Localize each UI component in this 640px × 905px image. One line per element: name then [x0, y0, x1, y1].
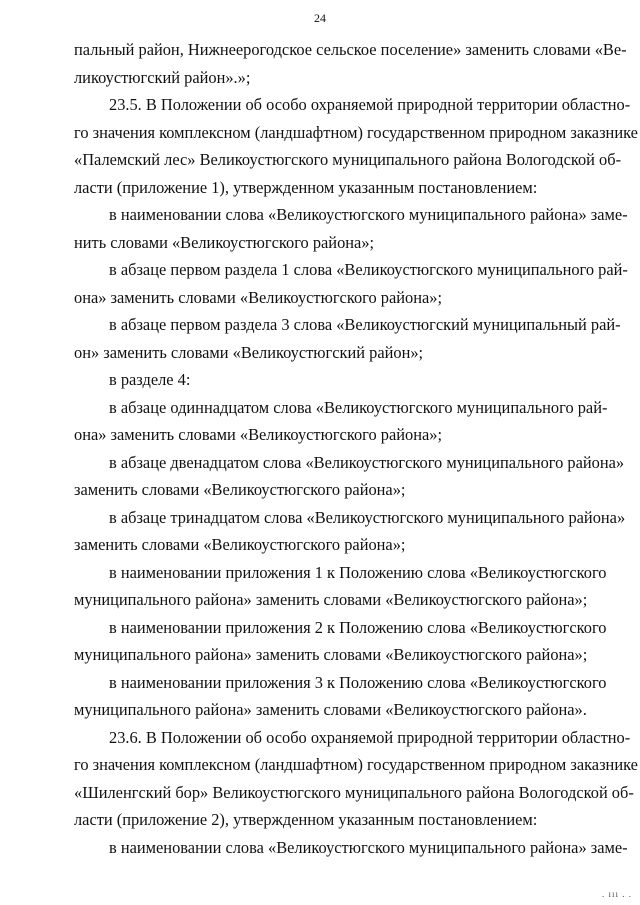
paragraph — [74, 724, 638, 834]
text-line: го значения комплексном (ландшафтном) государственном природном заказнике — [74, 755, 638, 774]
text-line: заменить словами «Великоустюгского района»; — [74, 480, 406, 499]
text-line: в абзаце тринадцатом слова «Великоустюгского муниципального района» — [109, 507, 626, 527]
text-line: в абзаце первом раздела 1 слова «Великоустюгского муниципального рай- — [109, 260, 628, 279]
text-line: в наименовании приложения 2 к Положению слова «Великоустюгского — [109, 617, 607, 637]
text-line: муниципального района» заменить словами «Великоустюгского района». — [74, 700, 587, 719]
text-line: го значения комплексном (ландшафтном) государственном природном заказнике — [74, 122, 638, 142]
text-line: ласти (приложение 1), утвержденном указанным постановлением: — [74, 177, 538, 197]
paragraph — [74, 834, 628, 862]
paragraph — [74, 614, 607, 669]
text-line: 23.5. В Положении об особо охраняемой природной территории областно- — [109, 95, 631, 114]
text-line: в наименовании приложения 3 к Положению слова «Великоустюгского — [109, 672, 607, 692]
paragraph — [74, 449, 625, 504]
paragraph — [74, 366, 600, 394]
paragraph — [74, 559, 607, 614]
text-line: она» заменить словами «Великоустюгского района»; — [74, 287, 442, 307]
page-number: 24 — [314, 11, 326, 25]
text-line: 23.6. В Положении об особо охраняемой природной территории областно- — [109, 727, 631, 747]
paragraph — [74, 36, 627, 91]
text-line: пальный район, Нижнеерогодское сельское поселение» заменить словами «Ве- — [74, 40, 627, 59]
text-line: муниципального района» заменить словами «Великоустюгского района»; — [74, 590, 588, 609]
text-line: она» заменить словами «Великоустюгского района»; — [74, 425, 442, 444]
text-line: в абзаце первом раздела 3 слова «Великоустюгский муниципальный рай- — [109, 315, 621, 334]
text-line: в наименовании приложения 1 к Положению слова «Великоустюгского — [109, 562, 607, 582]
paragraph — [74, 669, 607, 724]
text-line: в абзаце одиннадцатом слова «Великоустюгского муниципального рай- — [109, 397, 608, 417]
paragraph — [74, 394, 608, 449]
text-line: ликоустюгский район».»; — [74, 67, 251, 87]
text-line: ласти (приложение 2), утвержденном указанным постановлением: — [74, 810, 538, 829]
paragraph — [74, 311, 621, 366]
paragraph — [74, 256, 628, 311]
text-line: в абзаце двенадцатом слова «Великоустюгского муниципального района» — [109, 452, 625, 472]
paragraph — [74, 504, 626, 559]
text-line: нить словами «Великоустюгского района»; — [74, 232, 375, 252]
scan-marks: . ııı . . — [601, 889, 632, 899]
text-line: «Шиленгский бор» Великоустюгского муниципального района Вологодской об- — [74, 782, 634, 802]
paragraph — [74, 201, 628, 256]
text-line: в разделе 4: — [109, 370, 191, 389]
text-line: муниципального района» заменить словами «Великоустюгского района»; — [74, 645, 588, 664]
text-line: «Палемский лес» Великоустюгского муниципального района Вологодской об- — [74, 150, 622, 169]
text-line: в наименовании слова «Великоустюгского муниципального района» заме- — [109, 205, 628, 224]
text-line: в наименовании слова «Великоустюгского муниципального района» заме- — [109, 837, 628, 857]
text-line: заменить словами «Великоустюгского района»; — [74, 535, 406, 554]
document-body — [74, 36, 638, 861]
text-line: он» заменить словами «Великоустюгский район»; — [74, 342, 424, 362]
paragraph — [74, 91, 638, 201]
